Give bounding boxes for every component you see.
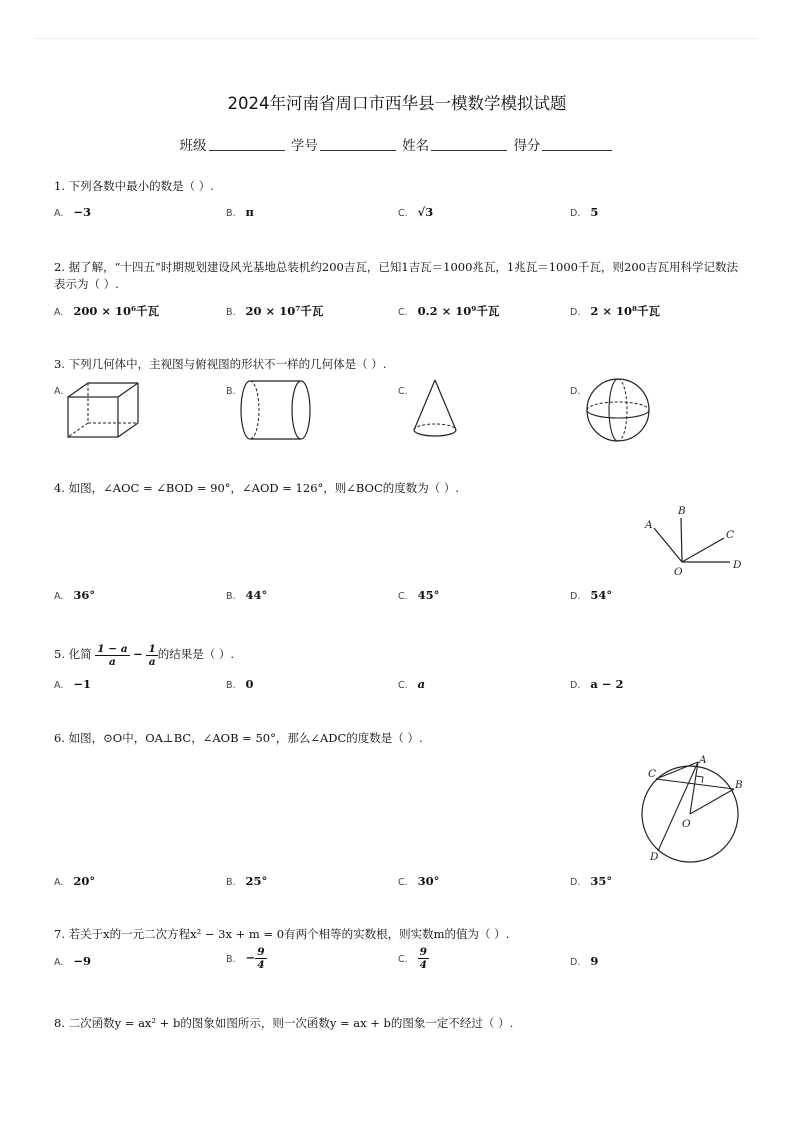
label-a: A (645, 519, 653, 531)
option-value: 200 × 10⁶千瓦 (73, 304, 160, 318)
option-letter: B. (226, 591, 236, 602)
option-fraction (418, 946, 429, 971)
q7-option-a[interactable] (54, 954, 91, 968)
question-5 (54, 640, 234, 668)
q1-option-a[interactable] (54, 205, 91, 219)
option-value: 36° (73, 588, 96, 602)
score-blank[interactable] (542, 138, 612, 151)
fraction-numerator: 1 (148, 642, 156, 655)
option-letter: D. (570, 591, 581, 602)
option-letter: C. (398, 591, 408, 602)
option-letter: B. (226, 386, 236, 397)
option-letter: C. (398, 208, 408, 219)
q1-option-d[interactable] (570, 205, 598, 219)
question-3: 3. 下列几何体中，主视图与俯视图的形状不一样的几何体是（ ）. (54, 357, 387, 371)
option-letter: C. (398, 307, 408, 318)
label-b: B (678, 505, 686, 517)
question-2: 2. 据了解，“十四五”时期规划建设风光基地总装机约200吉瓦，已知1吉瓦＝1000兆瓦，1兆瓦＝1000千瓦，则200吉瓦用科学记数法表示为（ ）. (54, 260, 738, 291)
option-letter: A. (54, 307, 64, 318)
q5-text-after: 的结果是（ ）. (157, 647, 235, 661)
q5-fraction-1 (95, 643, 129, 668)
option-value: 20 × 10⁷千瓦 (245, 304, 324, 318)
option-value: 5 (590, 205, 599, 219)
option-letter: B. (226, 307, 236, 318)
option-letter: B. (226, 877, 236, 888)
option-value: π (245, 205, 254, 219)
student-info-line (0, 134, 794, 154)
q4-option-b[interactable] (226, 588, 267, 602)
option-value: −9 (73, 954, 91, 968)
q7-option-d[interactable] (570, 954, 598, 968)
q5-option-c[interactable] (398, 677, 425, 691)
fraction-numerator: 9 (419, 946, 427, 958)
option-value: 2 × 10⁸千瓦 (590, 304, 661, 318)
option-minus: − (245, 950, 256, 965)
label-o: O (674, 566, 683, 578)
cube-figure (66, 380, 140, 440)
q5-minus: − (133, 647, 143, 661)
option-value: 30° (417, 874, 440, 888)
label-c: C (726, 529, 735, 541)
option-letter: C. (398, 877, 408, 888)
option-letter: A. (54, 957, 64, 968)
q5-option-d[interactable] (570, 677, 623, 691)
sphere-figure (585, 377, 651, 443)
option-value: a − 2 (590, 677, 624, 691)
q5-text-before: 5. 化简 (54, 647, 92, 661)
label-b: B (735, 779, 743, 791)
fraction-denominator: 4 (419, 959, 427, 971)
question-6: 6. 如图，⊙O中，OA⊥BC，∠AOB = 50°，那么∠ADC的度数是（ ）. (54, 731, 423, 745)
option-letter: D. (570, 877, 581, 888)
q2-option-b[interactable] (226, 303, 323, 319)
class-blank[interactable] (209, 138, 285, 151)
option-value: 54° (590, 588, 613, 602)
q5-option-a[interactable] (54, 677, 91, 691)
q2-option-d[interactable] (570, 303, 660, 319)
q4-option-a[interactable] (54, 588, 95, 602)
cylinder-figure (238, 379, 314, 441)
q7-option-b[interactable] (226, 946, 267, 971)
option-letter: D. (570, 307, 581, 318)
label-o: O (682, 818, 691, 830)
fraction-denominator: 4 (257, 959, 265, 971)
question-8: 8. 二次函数y = ax² + b的图象如图所示，则一次函数y = ax + b的图象一定不经过（ ）. (54, 1016, 514, 1030)
q6-circle-figure (636, 752, 748, 864)
q1-option-b[interactable] (226, 205, 254, 219)
label-d: D (733, 559, 742, 571)
cone-figure (412, 378, 458, 440)
question-7: 7. 若关于x的一元二次方程x² − 3x + m = 0有两个相等的实数根，则实数m的值为（ ）. (54, 927, 510, 941)
page-top-rule (36, 38, 758, 39)
class-label: 班级 (179, 138, 207, 154)
fraction-denominator: a (109, 655, 116, 668)
option-letter: A. (54, 208, 64, 219)
option-letter: A. (54, 386, 64, 397)
label-c: C (648, 768, 657, 780)
option-value: 20° (73, 874, 96, 888)
option-value: 35° (590, 874, 613, 888)
option-letter: B. (226, 953, 236, 965)
q6-option-d[interactable] (570, 874, 612, 888)
number-blank[interactable] (320, 138, 396, 151)
option-letter: A. (54, 680, 64, 691)
option-letter: C. (398, 953, 408, 965)
option-letter: D. (570, 386, 581, 397)
score-label: 得分 (513, 138, 541, 154)
option-value: a (417, 677, 426, 691)
q5-option-b[interactable] (226, 677, 254, 691)
option-value: −1 (73, 677, 91, 691)
option-value: 45° (417, 588, 440, 602)
option-value: 25° (245, 874, 268, 888)
fraction-denominator: a (148, 655, 156, 668)
q2-option-a[interactable] (54, 303, 159, 319)
option-value: √3 (417, 205, 434, 219)
option-letter: B. (226, 208, 236, 219)
q4-angle-figure (640, 502, 750, 580)
fraction-numerator: 9 (257, 946, 265, 958)
q5-fraction-2 (146, 643, 157, 668)
question-1: 1. 下列各数中最小的数是（ ）. (54, 179, 214, 193)
q1-option-c[interactable] (398, 205, 433, 219)
q6-option-c[interactable] (398, 874, 439, 888)
label-d: D (650, 851, 659, 863)
option-letter: D. (570, 957, 581, 968)
name-label: 姓名 (402, 138, 430, 154)
option-letter: D. (570, 208, 581, 219)
number-label: 学号 (290, 138, 318, 154)
label-a: A (699, 754, 707, 766)
q6-option-a[interactable] (54, 874, 95, 888)
page-title: 2024年河南省周口市西华县一模数学模拟试题 (227, 94, 567, 113)
option-letter: C. (398, 680, 408, 691)
option-letter: B. (226, 680, 236, 691)
option-letter: A. (54, 877, 64, 888)
q4-option-d[interactable] (570, 588, 612, 602)
q4-option-c[interactable] (398, 588, 439, 602)
option-letter: D. (570, 680, 581, 691)
q7-option-c[interactable] (398, 946, 429, 971)
option-value: 44° (245, 588, 268, 602)
name-blank[interactable] (431, 138, 507, 151)
option-value: 9 (590, 954, 599, 968)
option-letter: C. (398, 386, 408, 397)
q6-option-b[interactable] (226, 874, 267, 888)
option-value: 0.2 × 10⁹千瓦 (417, 304, 500, 318)
option-letter: A. (54, 591, 64, 602)
option-value: 0 (245, 677, 254, 691)
question-4: 4. 如图，∠AOC = ∠BOD = 90°，∠AOD = 126°，则∠BOC的度数为（ ）. (54, 481, 460, 495)
option-value: −3 (73, 205, 91, 219)
option-fraction (255, 946, 266, 971)
q2-option-c[interactable] (398, 303, 499, 319)
fraction-numerator: 1 − a (97, 642, 128, 655)
